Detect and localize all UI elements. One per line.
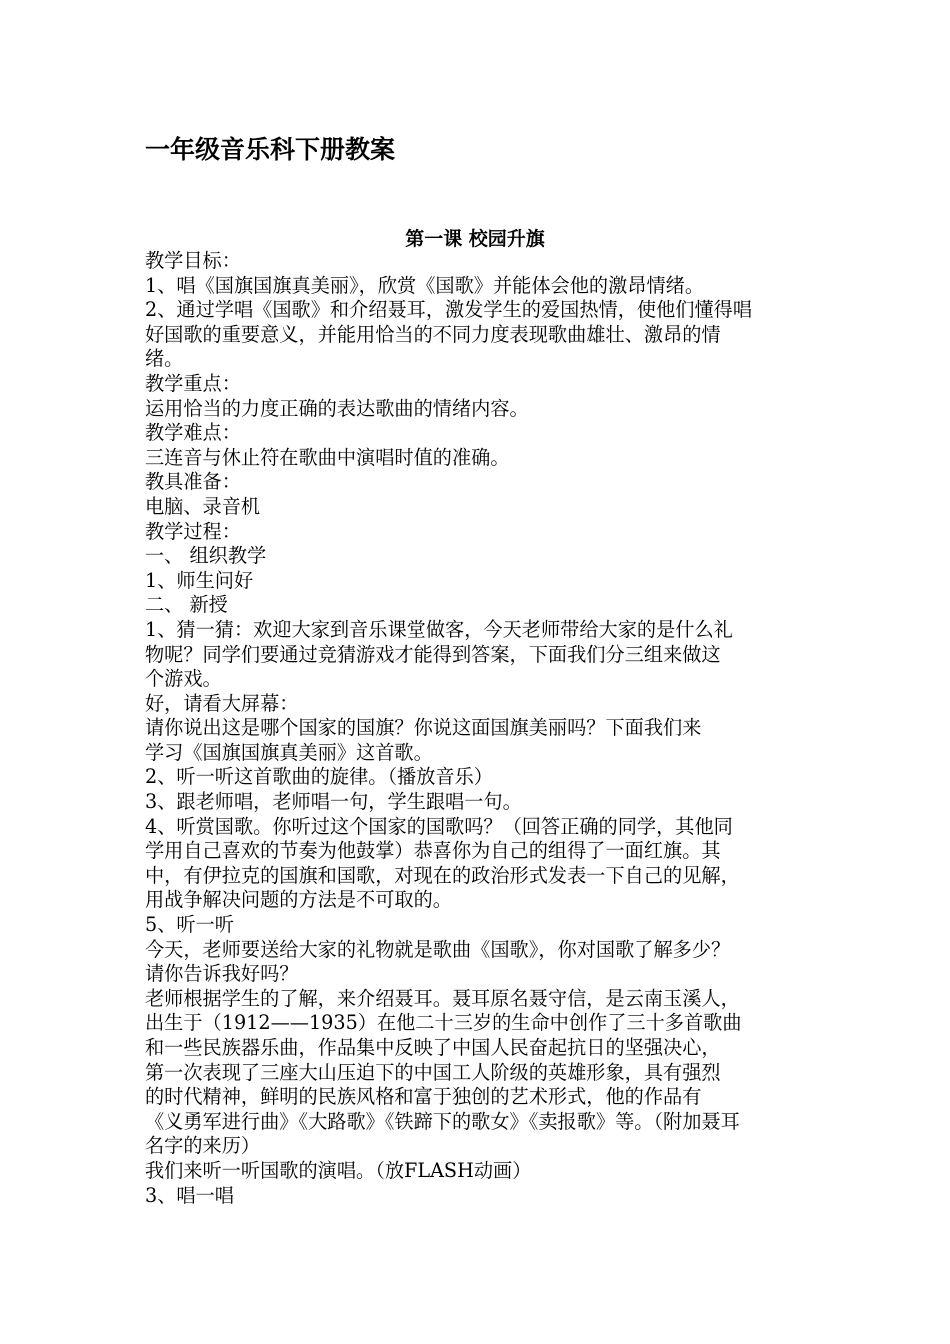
text-line: 2、听一听这首歌曲的旋律。（播放音乐） xyxy=(145,765,493,789)
text-line: 3、唱一唱 xyxy=(145,1183,234,1207)
text-line: 个游戏。 xyxy=(145,667,222,691)
text-line: 二、 新授 xyxy=(145,593,228,617)
text-line: 一、 组织教学 xyxy=(145,544,267,568)
text-line: 4、听赏国歌。你听过这个国家的国歌吗？（回答正确的同学，其他同 xyxy=(145,814,733,838)
text-line: 物呢？同学们要通过竞猜游戏才能得到答案，下面我们分三组来做这 xyxy=(145,642,721,666)
text-line: 5、听一听 xyxy=(145,913,234,937)
text-line: 《义勇军进行曲》《大路歌》《铁蹄下的歌女》《卖报歌》等。（附加聂耳 xyxy=(145,1109,740,1133)
text-line: 出生于（1912——1935）在他二十三岁的生命中创作了三十多首歌曲 xyxy=(145,1011,742,1035)
text-line: 今天，老师要送给大家的礼物就是歌曲《国歌》，你对国歌了解多少？ xyxy=(145,937,731,961)
text-line: 3、跟老师唱，老师唱一句，学生跟唱一句。 xyxy=(145,790,522,814)
text-line: 教学目标： xyxy=(145,249,241,272)
text-line: 请你告诉我好吗？ xyxy=(145,962,299,986)
text-line: 好，请看大屏幕： xyxy=(145,691,299,715)
text-line: 电脑、录音机 xyxy=(145,494,261,518)
text-line: 1、猜一猜：欢迎大家到音乐课堂做客，今天老师带给大家的是什么礼 xyxy=(145,617,733,641)
text-line: 中，有伊拉克的国旗和国歌，对现在的政治形式发表一下自己的见解， xyxy=(145,863,740,887)
text-line: 请你说出这是哪个国家的国旗？你说这面国旗美丽吗？下面我们来 xyxy=(145,716,702,740)
text-line: 好国歌的重要意义，并能用恰当的不同力度表现歌曲雄壮、激昂的情 xyxy=(145,322,721,346)
lesson-title: 第一课 校园升旗 xyxy=(405,228,545,250)
text-line: 名字的来历） xyxy=(145,1134,261,1158)
text-line: 1、唱《国旗国旗真美丽》，欣赏《国歌》并能体会他的激昂情绪。 xyxy=(145,273,705,297)
text-line: 教学过程： xyxy=(145,519,241,543)
text-line: 教具准备： xyxy=(145,470,241,494)
text-line: 运用恰当的力度正确的表达歌曲的情绪内容。 xyxy=(145,396,529,420)
text-line: 学用自己喜欢的节奏为他鼓掌）恭喜你为自己的组得了一面红旗。其 xyxy=(145,839,721,863)
text-line: 教学重点： xyxy=(145,371,241,395)
text-line: 学习《国旗国旗真美丽》这首歌。 xyxy=(145,740,433,764)
text-line: 三连音与休止符在歌曲中演唱时值的准确。 xyxy=(145,445,510,469)
document-title: 一年级音乐科下册教案 xyxy=(145,135,396,164)
text-line: 的时代精神，鲜明的民族风格和富于独创的艺术形式，他的作品有 xyxy=(145,1085,702,1109)
text-line: 1、师生问好 xyxy=(145,568,254,592)
lesson-body xyxy=(145,249,823,1208)
text-line: 和一些民族器乐曲，作品集中反映了中国人民奋起抗日的坚强决心， xyxy=(145,1036,721,1059)
text-line: 绪。 xyxy=(145,347,184,371)
text-line: 老师根据学生的了解，来介绍聂耳。聂耳原名聂守信，是云南玉溪人， xyxy=(145,986,740,1010)
text-line: 用战争解决问题的方法是不可取的。 xyxy=(145,888,452,912)
text-line: 2、通过学唱《国歌》和介绍聂耳，激发学生的爱国热情，使他们懂得唱 xyxy=(145,298,753,322)
text-line: 第一次表现了三座大山压迫下的中国工人阶级的英雄形象，具有强烈 xyxy=(145,1060,721,1084)
text-line: 教学难点： xyxy=(145,421,241,445)
text-line: 我们来听一听国歌的演唱。（放FLASH动画） xyxy=(145,1158,532,1182)
